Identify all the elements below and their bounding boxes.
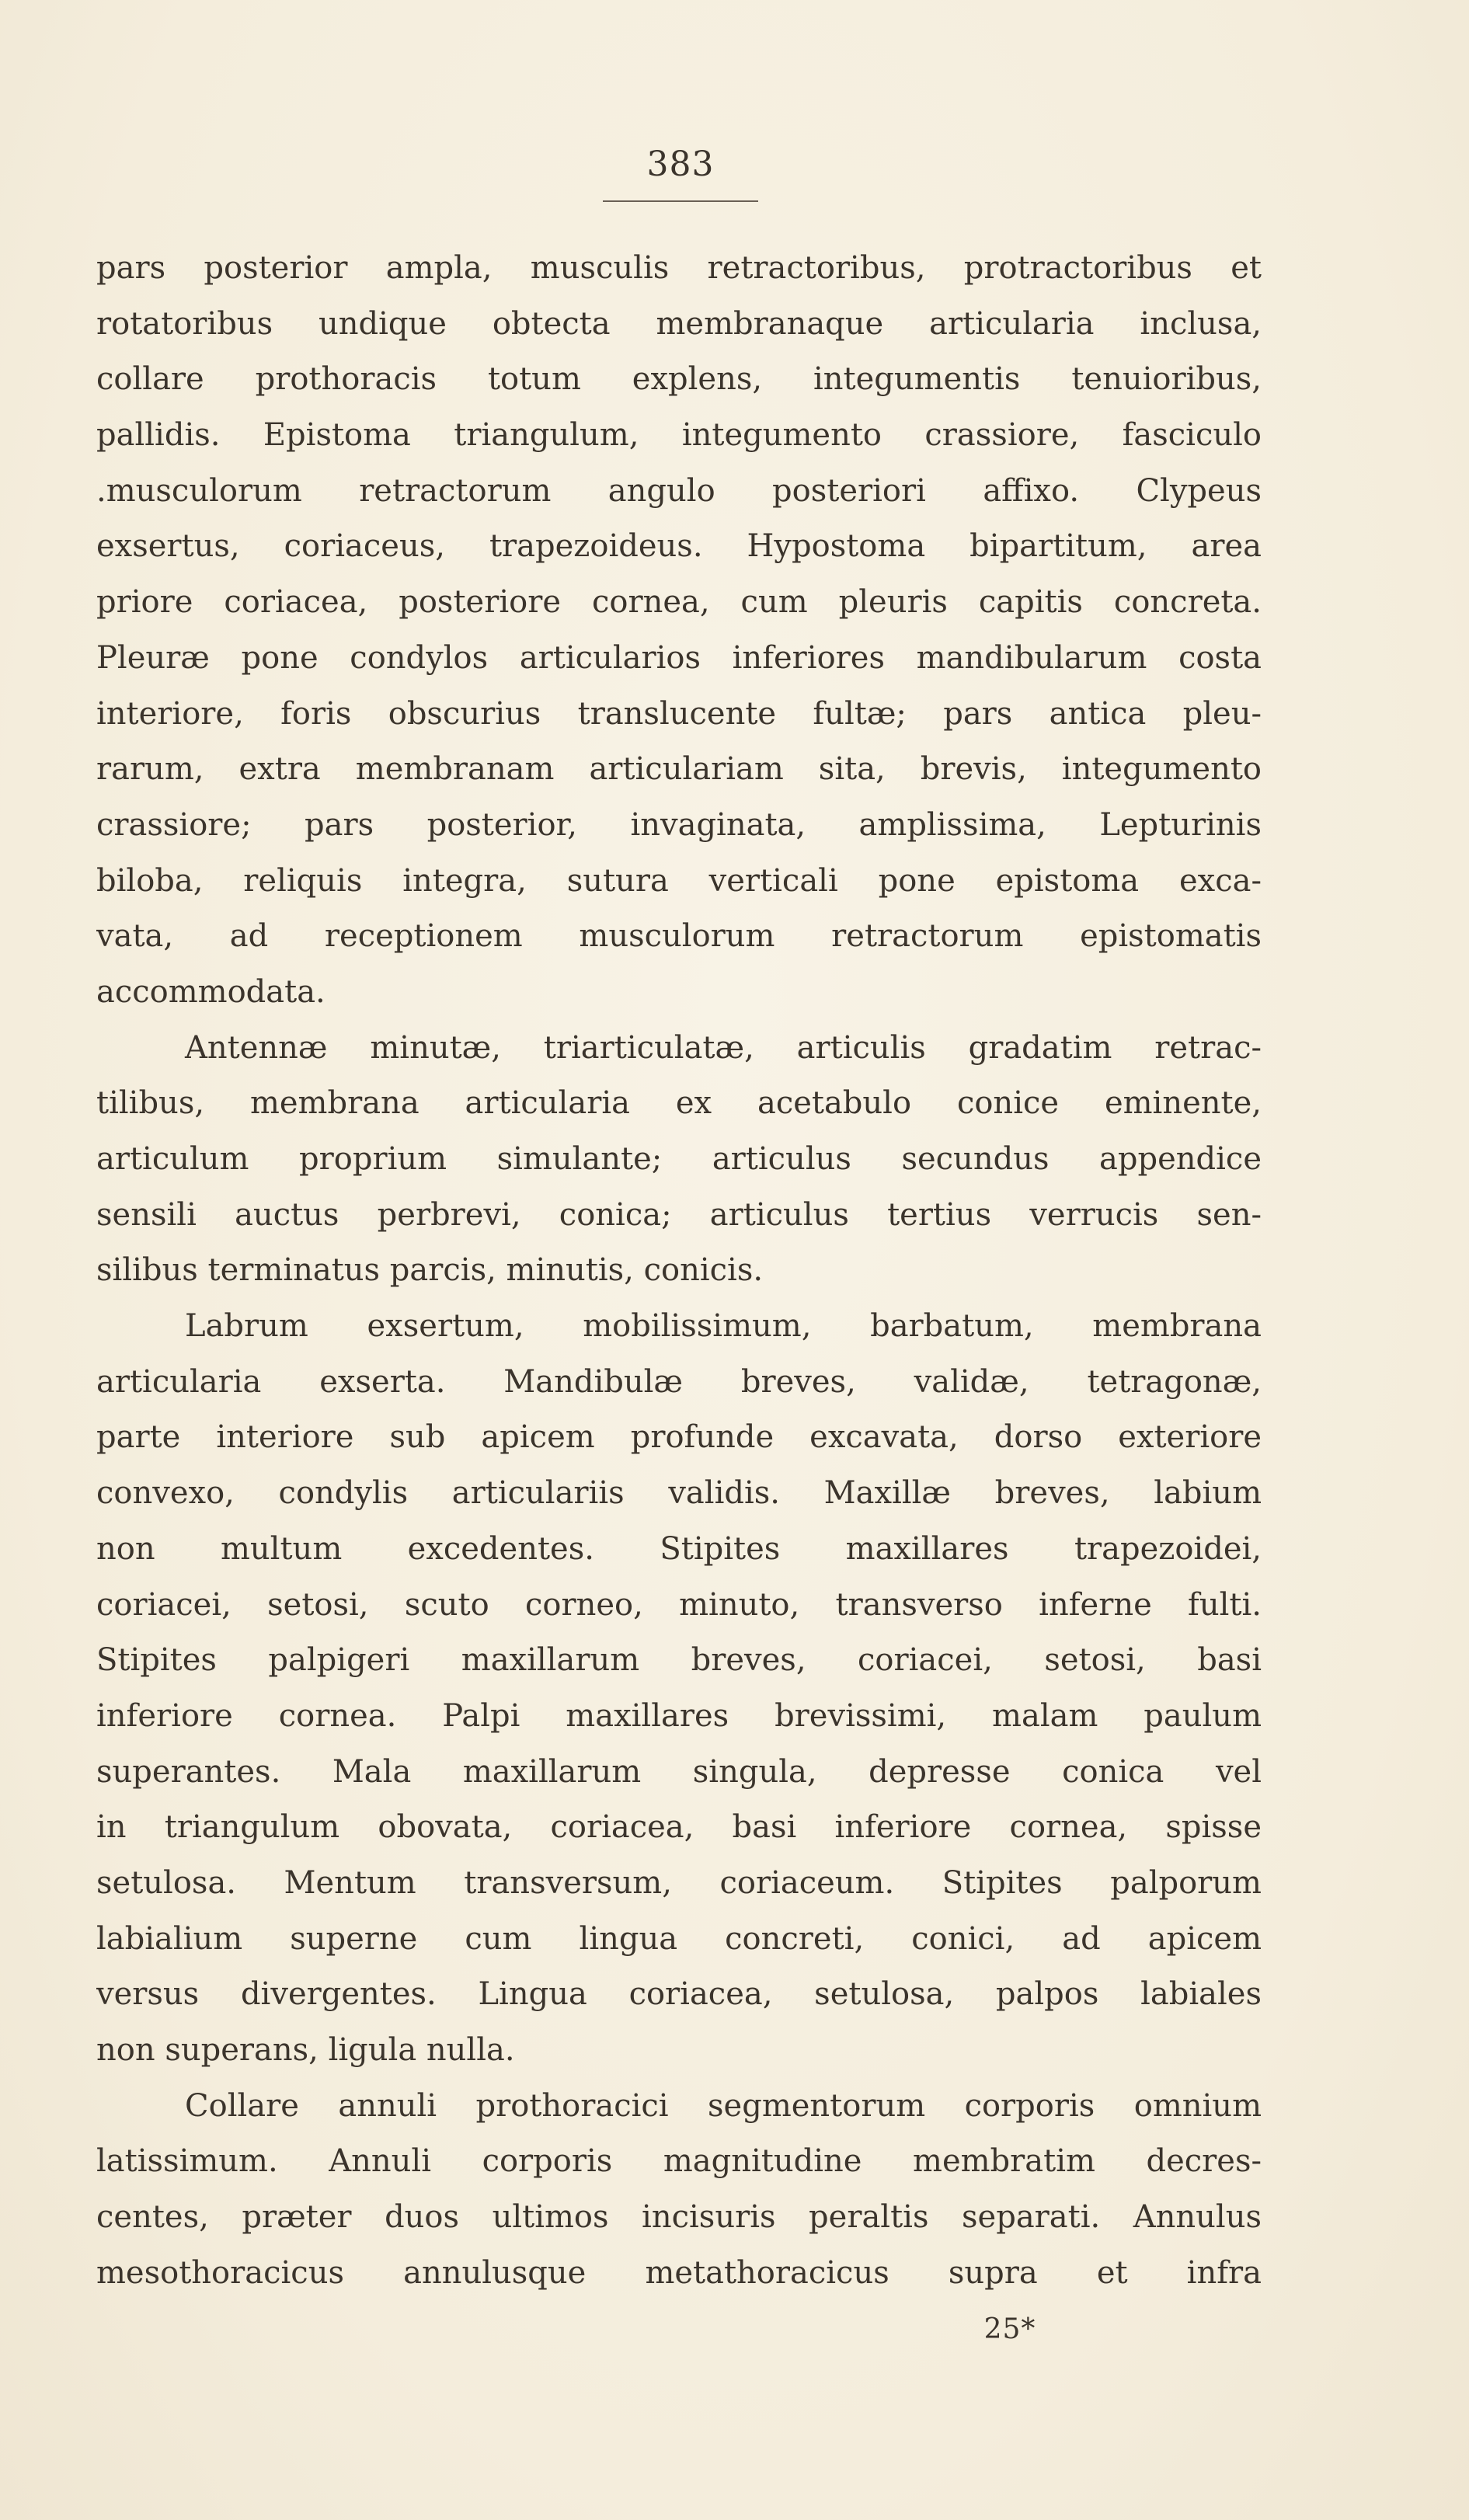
text-line: Labrum exsertum, mobilissimum, barbatum, membrana — [185, 1308, 1262, 1345]
text-line: in triangulum obovata, coriacea, basi inferiore cornea, spisse — [96, 1809, 1262, 1846]
text-line: Collare annuli prothoracici segmentorum corporis omnium — [185, 2087, 1262, 2124]
text-line: Pleuræ pone condylos articularios inferiores mandibularum costa — [96, 639, 1262, 676]
text-line: sensili auctus perbrevi, conica; articulus tertius verrucis sen- — [96, 1196, 1262, 1233]
text-line: interiore, foris obscurius translucente fultæ; pars antica pleu- — [96, 695, 1262, 732]
text-line: .musculorum retractorum angulo posteriori affixo. Clypeus — [96, 472, 1262, 509]
text-line: setulosa. Mentum transversum, coriaceum. Stipites palporum — [96, 1864, 1262, 1901]
text-line: non multum excedentes. Stipites maxillares trapezoidei, — [96, 1530, 1262, 1567]
text-line: pars posterior ampla, musculis retractoribus, protractoribus et — [96, 250, 1262, 286]
text-line: mesothoracicus annulusque metathoracicus supra et infra — [96, 2254, 1262, 2291]
text-line: inferiore cornea. Palpi maxillares brevissimi, malam paulum — [96, 1697, 1262, 1734]
text-line: Stipites palpigeri maxillarum breves, coriacei, setosi, basi — [96, 1642, 1262, 1679]
signature-mark: 25* — [983, 2313, 1036, 2345]
text-line: convexo, condylis articulariis validis. Maxillæ breves, labium — [96, 1475, 1262, 1512]
body-text — [96, 241, 1262, 2301]
text-line: crassiore; pars posterior, invaginata, amplissima, Lepturinis — [96, 806, 1262, 843]
text-line: superantes. Mala maxillarum singula, depresse conica vel — [96, 1753, 1262, 1790]
text-line: collare prothoracis totum explens, integumentis tenuioribus, — [96, 361, 1262, 398]
text-line: silibus terminatus parcis, minutis, conicis. — [96, 1252, 764, 1289]
text-line: pallidis. Epistoma triangulum, integumento crassiore, fasciculo — [96, 417, 1262, 454]
text-line: priore coriacea, posteriore cornea, cum pleuris capitis concreta. — [96, 584, 1262, 621]
text-line: rarum, extra membranam articulariam sita, brevis, integumento — [96, 751, 1262, 788]
text-line: parte interiore sub apicem profunde excavata, dorso exteriore — [96, 1419, 1262, 1456]
text-line: versus divergentes. Lingua coriacea, setulosa, palpos labiales — [96, 1976, 1262, 2013]
page-number: 383 — [646, 144, 715, 184]
text-line: accommodata. — [96, 973, 325, 1010]
text-line: rotatoribus undique obtecta membranaque articularia inclusa, — [96, 305, 1262, 342]
text-line: latissimum. Annuli corporis magnitudine membratim decres- — [96, 2143, 1262, 2180]
text-line: articulum proprium simulante; articulus secundus appendice — [96, 1141, 1262, 1177]
text-line: exsertus, coriaceus, trapezoideus. Hypostoma bipartitum, area — [96, 528, 1262, 565]
text-line: non superans, ligula nulla. — [96, 2032, 515, 2068]
page-number-rule — [603, 200, 758, 202]
text-line: centes, præter duos ultimos incisuris peraltis separati. Annulus — [96, 2199, 1262, 2236]
text-line: coriacei, setosi, scuto corneo, minuto, transverso inferne fulti. — [96, 1586, 1262, 1623]
text-line: articularia exserta. Mandibulæ breves, validæ, tetragonæ, — [96, 1363, 1262, 1400]
text-line: vata, ad receptionem musculorum retractorum epistomatis — [96, 918, 1262, 955]
text-line: Antennæ minutæ, triarticulatæ, articulis gradatim retrac- — [185, 1029, 1262, 1066]
text-line: labialium superne cum lingua concreti, conici, ad apicem — [96, 1920, 1262, 1957]
text-line: biloba, reliquis integra, sutura verticali pone epistoma exca- — [96, 862, 1262, 899]
text-line: tilibus, membrana articularia ex acetabulo conice eminente, — [96, 1085, 1262, 1122]
